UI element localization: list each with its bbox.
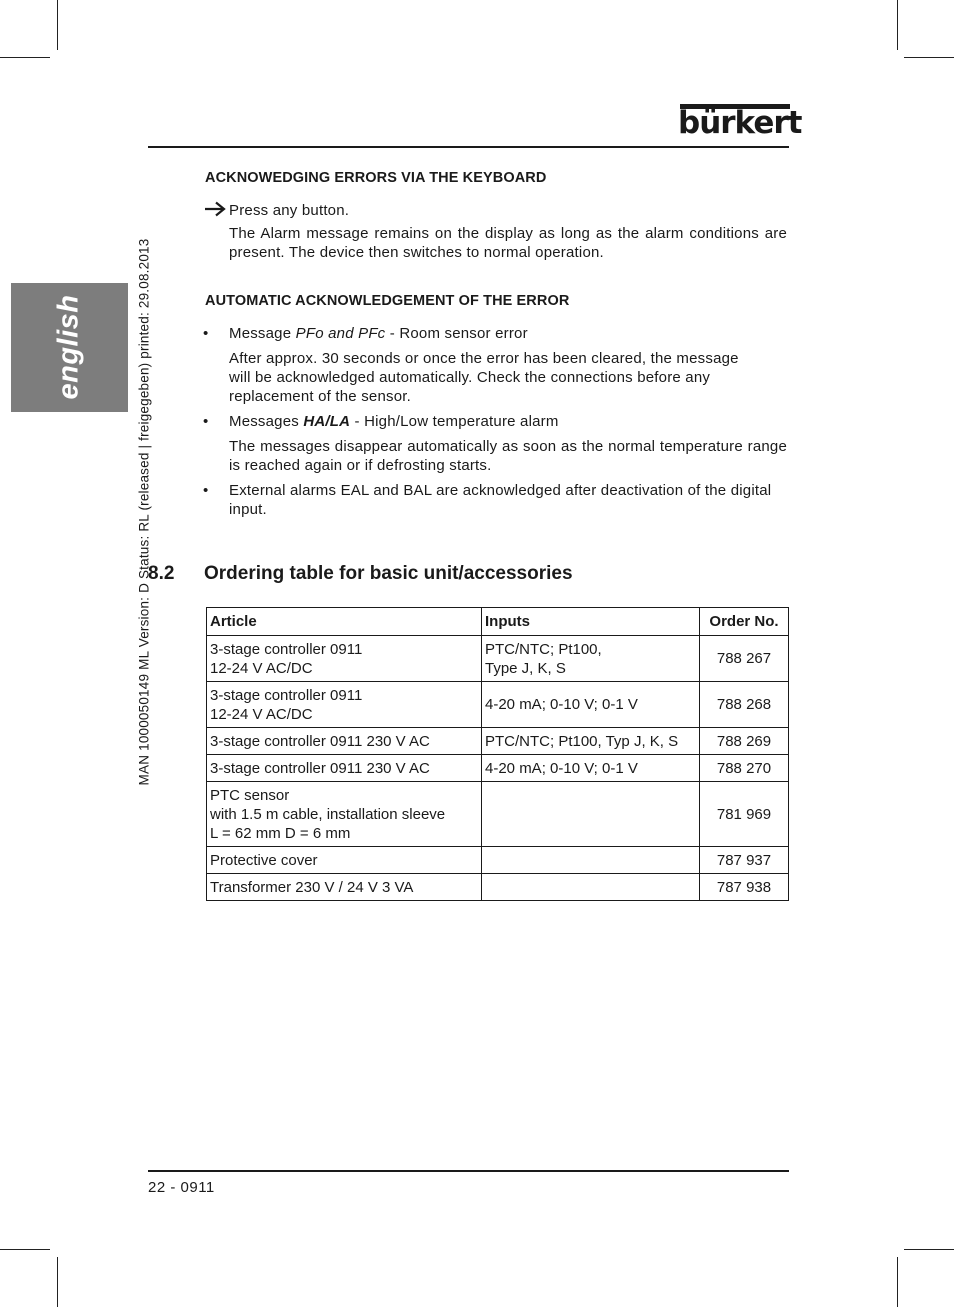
item-code: PFo and PFc — [295, 325, 386, 342]
article-cell: 3-stage controller 0911 230 V AC — [207, 755, 482, 782]
inputs-cell — [482, 782, 700, 847]
column-header-article: Article — [207, 608, 482, 636]
page-number: 22 - 0911 — [148, 1179, 215, 1196]
language-tab-label: english — [52, 294, 85, 400]
section-body: The Alarm message remains on the display as long as the alarm conditions are present. The device then switches to normal operation. — [229, 225, 787, 261]
section-heading-automatic: AUTOMATIC ACKNOWLEDGEMENT OF THE ERROR — [205, 293, 570, 309]
item-detail: The messages disappear automatically as soon as the normal temperature range is reached again or if defrosting starts. — [229, 438, 787, 474]
inputs-cell: PTC/NTC; Pt100, Typ J, K, S — [482, 728, 700, 755]
item-code: HA/LA — [303, 413, 351, 430]
inputs-cell: 4-20 mA; 0-10 V; 0-1 V — [482, 682, 700, 728]
document-status-line: MAN 1000050149 ML Version: D Status: RL (released | freigegeben) printed: 29.08.2013 — [136, 238, 152, 786]
item-rest: - Room sensor error — [389, 325, 528, 342]
order-no-cell: 788 267 — [700, 636, 789, 682]
inputs-cell: 4-20 mA; 0-10 V; 0-1 V — [482, 755, 700, 782]
order-no-cell: 788 270 — [700, 755, 789, 782]
section-number: 8.2 — [148, 563, 175, 584]
order-no-cell: 788 269 — [700, 728, 789, 755]
item-detail: After approx. 30 seconds or once the error has been cleared, the message will be acknowledged automatically. Check the connections before any replacement of the sensor. — [229, 350, 739, 405]
list-item — [229, 324, 787, 343]
order-no-cell: 787 938 — [700, 874, 789, 901]
table-row — [207, 755, 789, 782]
item-lead: Messages — [229, 413, 299, 430]
language-tab — [11, 283, 128, 412]
order-no-cell: 787 937 — [700, 847, 789, 874]
section-heading-keyboard: ACKNOWEDGING ERRORS VIA THE KEYBOARD — [205, 170, 547, 186]
crop-mark — [897, 0, 898, 50]
column-header-order-no: Order No. — [700, 608, 789, 636]
bullet-icon: • — [203, 325, 209, 342]
table-row — [207, 728, 789, 755]
table-row — [207, 847, 789, 874]
ordering-table — [206, 607, 789, 901]
item-rest: - High/Low temperature alarm — [354, 413, 559, 430]
order-no-cell: 781 969 — [700, 782, 789, 847]
list-item: External alarms EAL and BAL are acknowledged after deactivation of the digital input. — [229, 482, 772, 518]
inputs-cell: PTC/NTC; Pt100, Type J, K, S — [482, 636, 700, 682]
crop-mark — [897, 1257, 898, 1307]
table-row — [207, 782, 789, 847]
article-cell: Transformer 230 V / 24 V 3 VA — [207, 874, 482, 901]
column-header-inputs: Inputs — [482, 608, 700, 636]
item-lead: Message — [229, 325, 292, 342]
order-no-cell: 788 268 — [700, 682, 789, 728]
arrow-right-icon — [204, 201, 228, 217]
article-cell: 3-stage controller 0911 230 V AC — [207, 728, 482, 755]
footer-rule — [148, 1170, 789, 1172]
crop-mark — [57, 0, 58, 50]
crop-mark — [0, 57, 50, 58]
table-row — [207, 682, 789, 728]
article-cell: Protective cover — [207, 847, 482, 874]
logo-text: bürkert — [678, 105, 802, 141]
table-row — [207, 874, 789, 901]
step-text: Press any button. — [229, 202, 350, 219]
bullet-icon: • — [203, 482, 209, 499]
inputs-cell — [482, 847, 700, 874]
section-title: Ordering table for basic unit/accessories — [204, 563, 573, 584]
crop-mark — [904, 1249, 954, 1250]
inputs-cell — [482, 874, 700, 901]
article-cell: PTC sensor with 1.5 m cable, installation sleeve L = 62 mm D = 6 mm — [207, 782, 482, 847]
crop-mark — [57, 1257, 58, 1307]
list-item — [229, 412, 787, 431]
header-rule — [148, 146, 789, 148]
crop-mark — [904, 57, 954, 58]
table-header-row — [207, 608, 789, 636]
table-row — [207, 636, 789, 682]
article-cell: 3-stage controller 0911 12-24 V AC/DC — [207, 636, 482, 682]
burkert-logo — [678, 104, 802, 141]
article-cell: 3-stage controller 0911 12-24 V AC/DC — [207, 682, 482, 728]
bullet-icon: • — [203, 413, 209, 430]
crop-mark — [0, 1249, 50, 1250]
